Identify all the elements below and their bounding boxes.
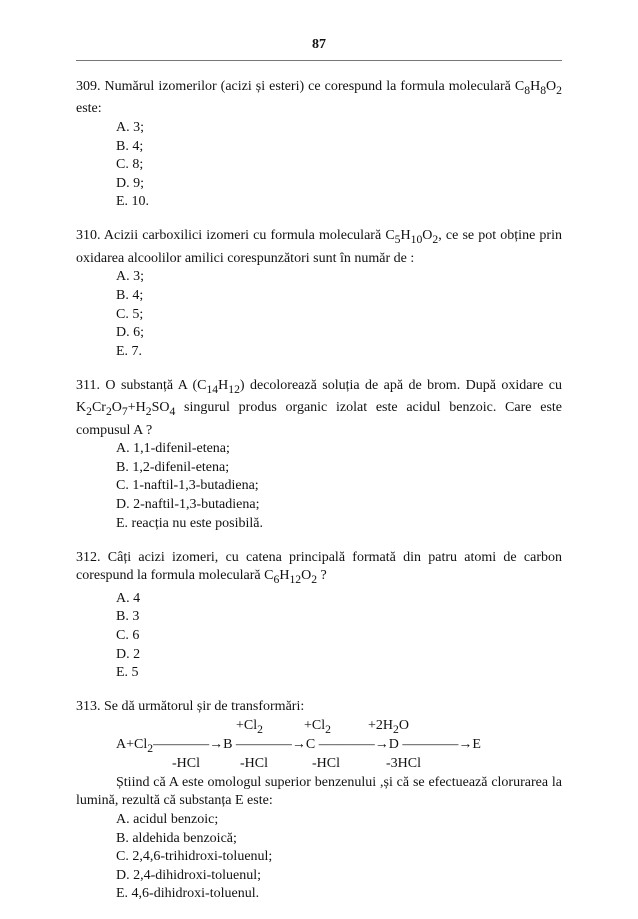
byproduct-below-2: -HCl — [240, 755, 268, 771]
question-block — [76, 227, 562, 361]
option: C. 6 — [116, 627, 140, 643]
option: E. reacția nu este posibilă. — [116, 515, 263, 531]
option: E. 10. — [116, 194, 150, 210]
option: B. aldehida benzoică; — [116, 830, 237, 846]
question-stem: 309. Numărul izomerilor (acizi și esteri) ce corespund la formula moleculară $C_8H_8O_2$ este: — [76, 79, 562, 117]
question-list — [76, 78, 562, 683]
question-stem: 310. Acizii carboxilici izomeri cu formula moleculară $C_5H_{10}O_2$, ce se pot obține prin oxidarea alcoolilor amilici corespunzători sunt în număr de : — [76, 228, 562, 266]
page-number: 87 — [312, 37, 326, 52]
option: A. 3; — [116, 269, 144, 285]
option: D. 9; — [116, 175, 144, 191]
answer-options — [76, 440, 562, 533]
option: A. 4 — [116, 590, 141, 606]
header-divider — [76, 60, 562, 61]
option: E. 4,6-dihidroxi-toluenul. — [116, 886, 260, 902]
reaction-chain: $A+Cl_2————\to B$ ————→C ————→D ————→E — [116, 736, 481, 755]
answer-options — [76, 119, 562, 212]
question-313 — [76, 698, 562, 904]
byproduct-below-4: -3HCl — [386, 755, 421, 771]
option: C. 8; — [116, 157, 144, 173]
question-313-options — [76, 811, 562, 904]
question-313-context: Știind că A este omologul superior benzenului ,și că se efectuează clorurarea la lumină, rezultă că substanța E este: — [76, 774, 562, 809]
question-stem: 311. O substanță A $(C_{14}H_{12})$ decolorează soluția de apă de brom. După oxidare cu $K_2Cr_2O_7+H_2SO_4$ singurul produs organic izolat este acidul benzoic. Care este compusul A ? — [76, 377, 562, 438]
option: B. 4; — [116, 138, 144, 154]
reagent-above-1: $+Cl_2$ — [236, 717, 263, 736]
option: D. 2 — [116, 646, 141, 662]
byproduct-below-1: -HCl — [172, 755, 200, 771]
byproduct-below-3: -HCl — [312, 755, 340, 771]
reagent-above-3: $+2H_2O$ — [368, 717, 409, 736]
option: C. 5; — [116, 306, 144, 322]
option: B. 4; — [116, 288, 144, 304]
option: E. 5 — [116, 665, 139, 681]
option: B. 1,2-difenil-etena; — [116, 459, 230, 475]
option: A. acidul benzoic; — [116, 811, 219, 827]
option: C. 2,4,6-trihidroxi-toluenul; — [116, 849, 273, 865]
option: D. 2,4-dihidroxi-toluenul; — [116, 867, 262, 883]
option: C. 1-naftil-1,3-butadiena; — [116, 478, 259, 494]
question-stem: 312. Câți acizi izomeri, cu catena principală formată din patru atomi de carbon corespund la formula moleculară $C_6H_{12}O_2$ ? — [76, 549, 562, 587]
option: D. 2-naftil-1,3-butadiena; — [116, 497, 260, 513]
question-313-stem: 313. Se dă următorul șir de transformări: — [76, 699, 305, 715]
option: A. 1,1-difenil-etena; — [116, 441, 230, 457]
page-content — [76, 78, 562, 919]
reaction-scheme — [76, 717, 562, 774]
option: E. 7. — [116, 343, 143, 359]
option: B. 3 — [116, 609, 140, 625]
option: A. 3; — [116, 119, 144, 135]
question-block — [76, 377, 562, 533]
option: D. 6; — [116, 325, 144, 341]
answer-options — [76, 590, 562, 683]
answer-options — [76, 268, 562, 361]
question-block — [76, 549, 562, 683]
reagent-above-2: $+Cl_2$ — [304, 717, 331, 736]
question-block — [76, 78, 562, 212]
